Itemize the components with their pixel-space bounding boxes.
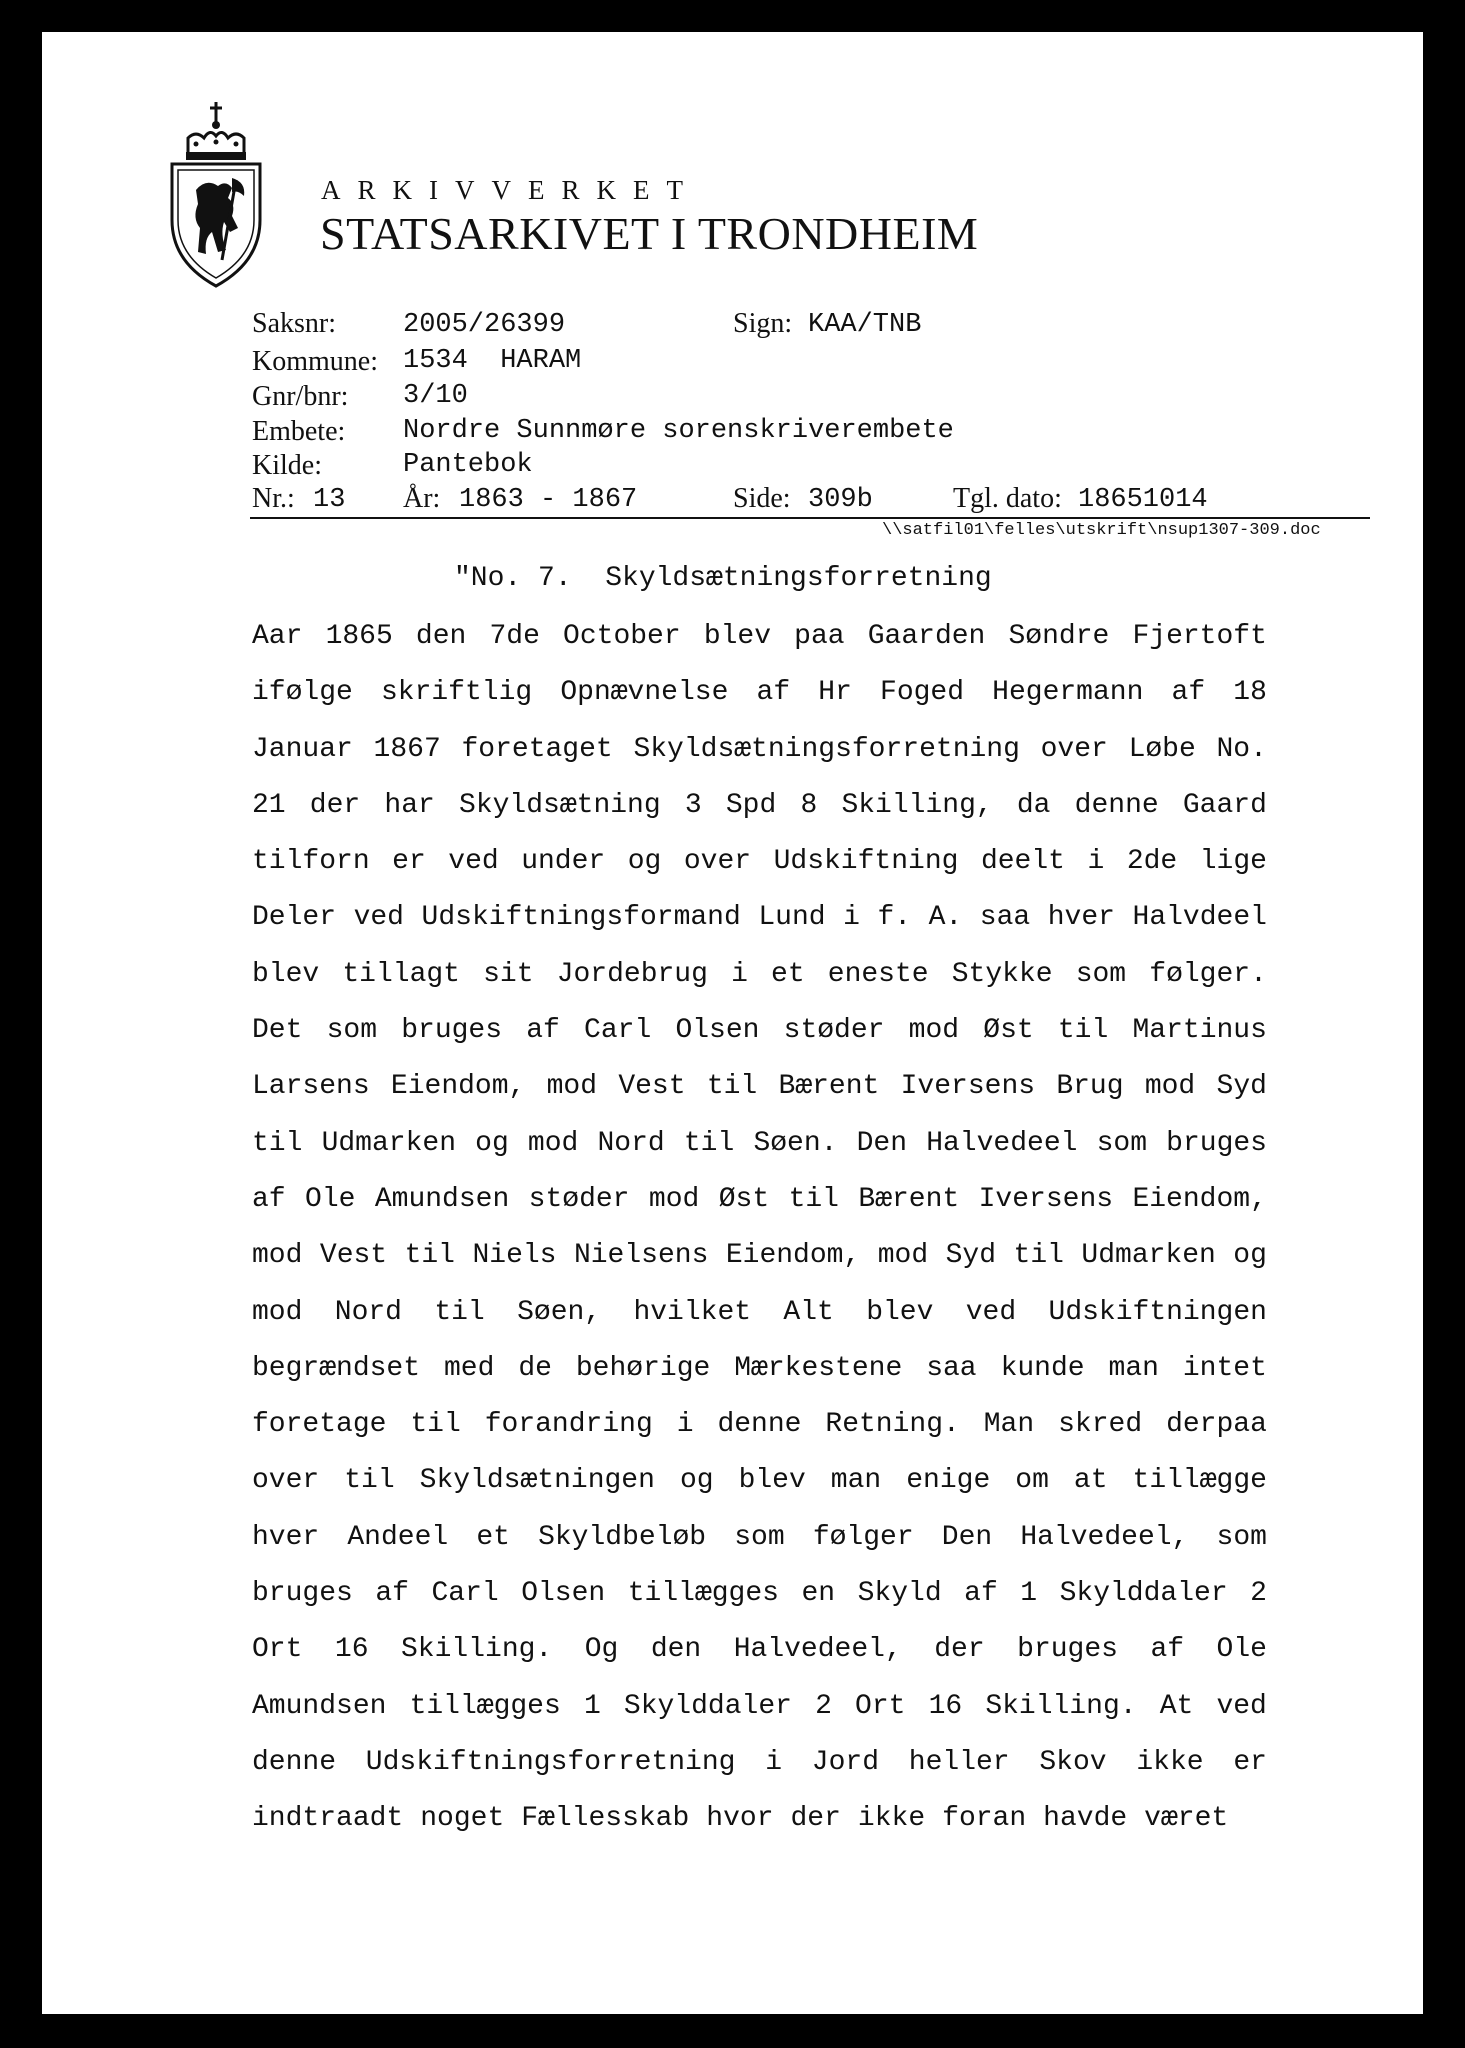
transcription-body (252, 609, 1267, 1848)
text-line: Amundsen tillægges 1 Skylddaler 2 Ort 16 Skilling. At ved (252, 1690, 1267, 1722)
text-line: 21 der har Skyldsætning 3 Spd 8 Skilling, da denne Gaard (252, 789, 1267, 821)
embete-label: Embete: (252, 416, 346, 447)
text-line: af Ole Amundsen støder mod Øst til Bærent Iversens Eiendom, (252, 1183, 1267, 1215)
text-line: mod Nord til Søen, hvilket Alt blev ved Udskiftningen (252, 1296, 1267, 1328)
text-line: blev tillagt sit Jordebrug i et eneste Stykke som følger. (252, 958, 1267, 990)
document-title: "No. 7. Skyldsætningsforretning (454, 563, 992, 594)
text-line: Ort 16 Skilling. Og den Halvedeel, der bruges af Ole (252, 1634, 1267, 1666)
gnrbnr-label: Gnr/bnr: (252, 381, 349, 412)
text-line: mod Vest til Niels Nielsens Eiendom, mod Syd til Udmarken og (252, 1240, 1267, 1272)
kommune-value: 1534 HARAM (403, 346, 582, 376)
file-path: \\satfil01\felles\utskrift\nsup1307-309.doc (882, 521, 1321, 540)
side-label: Side: (733, 483, 791, 514)
kommune-label: Kommune: (252, 346, 378, 377)
ar-label: År: (403, 483, 441, 514)
text-line: denne Udskiftningsforretning i Jord heller Skov ikke er (252, 1746, 1267, 1778)
text-line: foretage til forandring i denne Retning. Man skred derpaa (252, 1409, 1267, 1441)
side-value: 309b (808, 485, 873, 515)
saksnr-value: 2005/26399 (403, 310, 566, 340)
sign-value: KAA/TNB (808, 310, 922, 340)
sign-label: Sign: (733, 308, 793, 339)
tgl-dato-label: Tgl. dato: (953, 483, 1062, 514)
text-line: tilforn er ved under og over Udskiftning deelt i 2de lige (252, 846, 1267, 878)
text-line: Aar 1865 den 7de October blev paa Gaarden Søndre Fjertoft (252, 621, 1267, 652)
text-line: hver Andeel et Skyldbeløb som følger Den Halvedeel, som (252, 1521, 1267, 1553)
text-line: Januar 1867 foretaget Skyldsætningsforretning over Løbe No. (252, 733, 1267, 765)
text-line: indtraadt noget Fællesskab hvor der ikke foran havde været (252, 1803, 1229, 1835)
text-line: Deler ved Udskiftningsformand Lund i f. A. saa hver Halvdeel (252, 902, 1267, 934)
coat-of-arms-icon (166, 100, 266, 290)
nr-label: Nr.: (252, 483, 295, 514)
header-divider (250, 517, 1370, 519)
text-line: Det som bruges af Carl Olsen støder mod Øst til Martinus (252, 1015, 1267, 1047)
text-line: over til Skyldsætningen og blev man enige om at tillægge (252, 1465, 1267, 1497)
gnrbnr-value: 3/10 (403, 381, 468, 411)
nr-value: 13 (313, 485, 346, 515)
kilde-label: Kilde: (252, 450, 322, 481)
text-line: Larsens Eiendom, mod Vest til Bærent Iversens Brug mod Syd (252, 1071, 1267, 1103)
organization-subtitle: ARKIVVERKET (321, 175, 700, 205)
text-line: bruges af Carl Olsen tillægges en Skyld af 1 Skylddaler 2 (252, 1578, 1267, 1610)
embete-value: Nordre Sunnmøre sorenskriverembete (403, 416, 954, 446)
text-line: ifølge skriftlig Opnævnelse af Hr Foged Hegermann af 18 (252, 677, 1267, 709)
tgl-dato-value: 18651014 (1078, 485, 1208, 515)
organization-title: STATSARKIVET I TRONDHEIM (320, 208, 979, 259)
text-line: begrændset med de behørige Mærkestene saa kunde man intet (252, 1352, 1267, 1384)
text-line: til Udmarken og mod Nord til Søen. Den Halvedeel som bruges (252, 1127, 1267, 1159)
saksnr-label: Saksnr: (252, 308, 336, 339)
ar-value: 1863 - 1867 (459, 485, 638, 515)
kilde-value: Pantebok (403, 450, 533, 480)
